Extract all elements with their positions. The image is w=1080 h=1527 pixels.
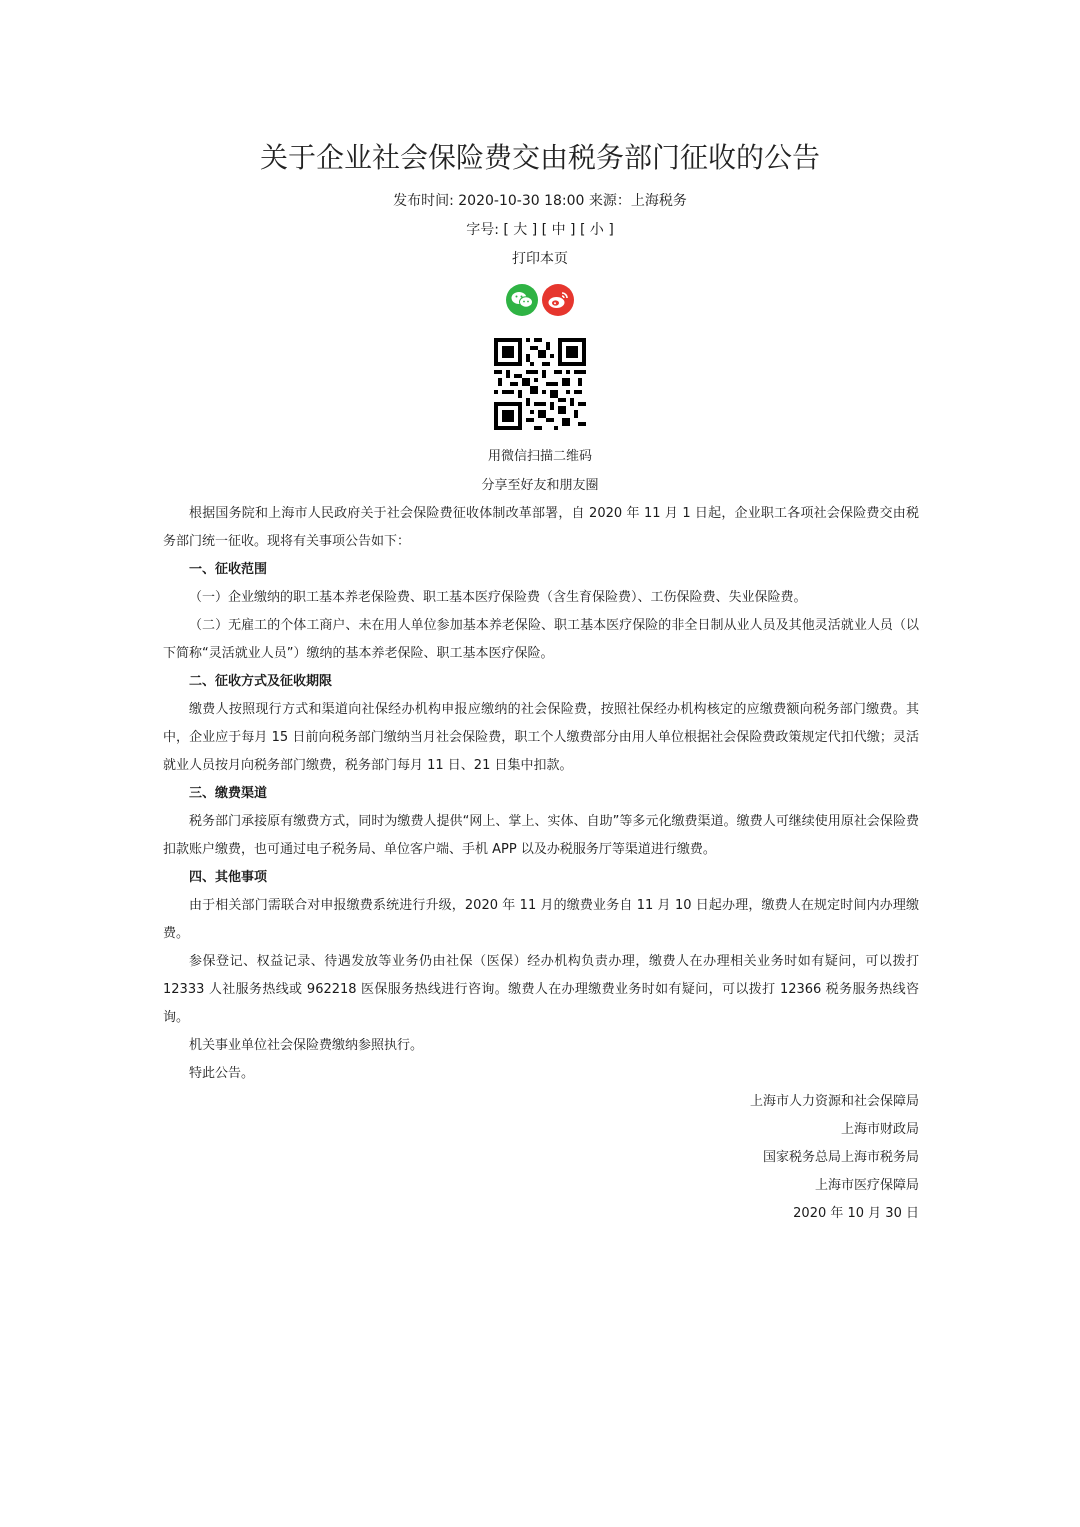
article-body [163,500,919,1228]
print-page-link[interactable]: 打印本页 [512,251,568,267]
paragraph-other-1: 由于相关部门需联合对申报缴费系统进行升级，2020 年 11 月的缴费业务自 11 月 10 日起办理，缴费人在规定时间内办理缴费。 [163,898,919,941]
signature-org-medical: 上海市医疗保障局 [814,1178,919,1193]
intro-paragraph: 根据国务院和上海市人民政府关于社会保险费征收体制改革部署，自 2020 年 11 月 1 日起，企业职工各项社会保险费交由税务部门统一征收。现将有关事项公告如下： [163,506,919,549]
publish-time-label: 发布时间: [393,193,454,209]
qr-caption-scan: 用微信扫描二维码 [487,449,592,464]
paragraph-method: 缴费人按照现行方式和渠道向社保经办机构申报应缴纳的社会保险费，按照社保经办机构核定的应缴费额向税务部门缴费。其中，企业应于每月 15 日前向税务部门缴纳当月社会保险费，职工个人缴费部分由用人单位根据社会保险费政策规定代扣代缴；灵活就业人员按月向税务部门缴费，税务部门每月 11 日、21 日集中扣款。 [163,702,919,773]
qr-caption-share: 分享至好友和朋友圈 [481,478,599,493]
weibo-icon[interactable] [542,284,574,316]
paragraph-other-2: 参保登记、权益记录、待遇发放等业务仍由社保（医保）经办机构负责办理，缴费人在办理相关业务时如有疑问，可以拨打 12333 人社服务热线或 962218 医保服务热线进行咨询。缴费人在办理缴费业务时如有疑问，可以拨打 12366 税务服务热线咨询。 [163,954,919,1025]
qr-code-image [494,338,586,430]
font-size-large-button[interactable]: [ 大 ] [503,222,538,238]
publish-time: 2020-10-30 18:00 [458,193,585,209]
font-size-label: 字号: [466,222,499,238]
share-buttons [506,284,576,318]
font-size-medium-button[interactable]: [ 中 ] [541,222,576,238]
section-heading-other: 四、其他事项 [189,870,268,885]
section-heading-method: 二、征收方式及征收期限 [189,674,333,689]
font-size-switcher [0,220,1080,240]
paragraph-scope-2: （二）无雇工的个体工商户、未在用人单位参加基本养老保险、职工基本医疗保险的非全日制从业人员及其他灵活就业人员（以下简称“灵活就业人员”）缴纳的基本养老保险、职工基本医疗保险。 [163,618,919,661]
article-meta [0,191,1080,211]
paragraph-channels: 税务部门承接原有缴费方式，同时为缴费人提供“网上、掌上、实体、自助”等多元化缴费渠道。缴费人可继续使用原社会保险费扣款账户缴费，也可通过电子税务局、单位客户端、手机 APP 以及办税服务厅等渠道进行缴费。 [163,814,919,857]
font-size-small-button[interactable]: [ 小 ] [579,222,614,238]
paragraph-closing: 特此公告。 [189,1066,255,1081]
signature-org-hr: 上海市人力资源和社会保障局 [749,1094,919,1109]
paragraph-scope-1: （一）企业缴纳的职工基本养老保险费、职工基本医疗保险费（含生育保险费）、工伤保险费、失业保险费。 [189,590,807,605]
source-label: 来源： [588,193,631,209]
section-heading-scope: 一、征收范围 [189,562,268,577]
paragraph-other-3: 机关事业单位社会保险费缴纳参照执行。 [189,1038,424,1053]
signature-org-finance: 上海市财政局 [840,1122,919,1137]
source-value: 上海税务 [630,193,687,209]
page-title: 关于企业社会保险费交由税务部门征收的公告 [259,141,820,174]
section-heading-channels: 三、缴费渠道 [189,786,268,801]
signature-date: 2020 年 10 月 30 日 [793,1206,919,1221]
signature-org-tax: 国家税务总局上海市税务局 [762,1150,919,1165]
wechat-icon[interactable] [506,284,538,316]
